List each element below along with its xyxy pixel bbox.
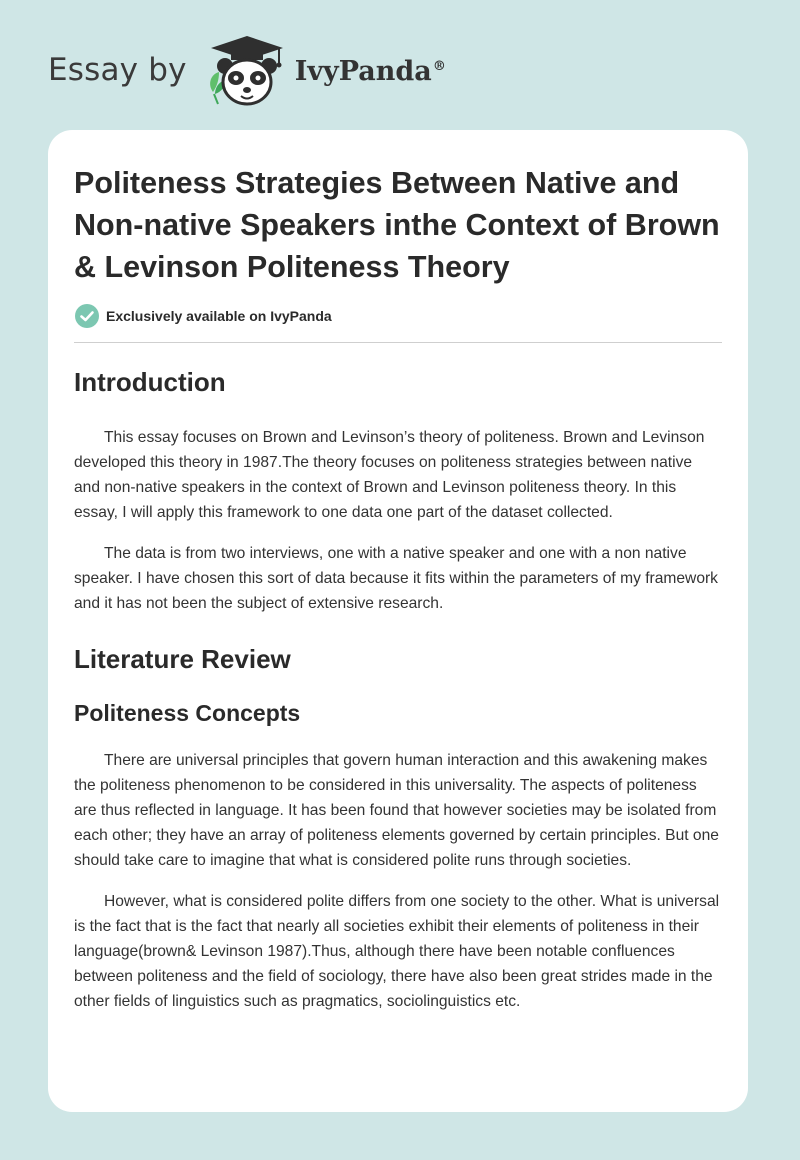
check-circle-icon (74, 303, 100, 329)
exclusive-badge (74, 302, 722, 330)
essay-card (48, 130, 748, 1112)
panda-graduate-icon[interactable] (203, 30, 291, 110)
brand-name[interactable] (295, 56, 446, 87)
introduction-heading: Introduction (74, 367, 226, 397)
literature-paragraph-1: There are universal principles that govern human interaction and this awakening makes the politeness phenomenon to be considered in this universality. The aspects of politeness are thus reflected in language. It has been found that however societies may be isolated from each other; they have an array of politeness elements governed by certain principles. But one should take care to imagine that what is considered polite runs through societies. (74, 752, 719, 869)
essay-title: Politeness Strategies Between Native and Non-native Speakers inthe Context of Brown & Levinson Politeness Theory (74, 166, 720, 284)
exclusive-badge-label: Exclusively available on IvyPanda (106, 308, 332, 324)
literature-paragraph-2: However, what is considered polite differs from one society to the other. What is universal is the fact that is the fact that nearly all societies exhibit their elements of politeness in their language(brown& Levinson 1987).Thus, although there have been notable confluences between politeness and the field of sociology, there have also been great strides made in the other fields of linguistics such as pragmatics, sociolinguistics etc. (74, 893, 720, 1010)
site-header (48, 30, 446, 110)
politeness-concepts-heading: Politeness Concepts (74, 700, 301, 726)
brand-label: IvyPanda (294, 55, 432, 87)
introduction-paragraph-1: This essay focuses on Brown and Levinson’s theory of politeness. Brown and Levinson developed this theory in 1987.The theory focuses on politeness strategies between native and non-native speakers in the context of Brown and Levinson politeness theory. In this essay, I will apply this framework to one data one part of the dataset collected. (74, 429, 705, 521)
title-divider (74, 342, 722, 343)
essay-by-label: Essay by (48, 52, 187, 88)
registered-mark: ® (432, 58, 446, 74)
introduction-paragraph-2: The data is from two interviews, one with a native speaker and one with a non native speaker. I have chosen this sort of data because it fits within the parameters of my framework and it has not been the subject of extensive research. (74, 545, 718, 612)
literature-review-heading: Literature Review (74, 644, 291, 674)
